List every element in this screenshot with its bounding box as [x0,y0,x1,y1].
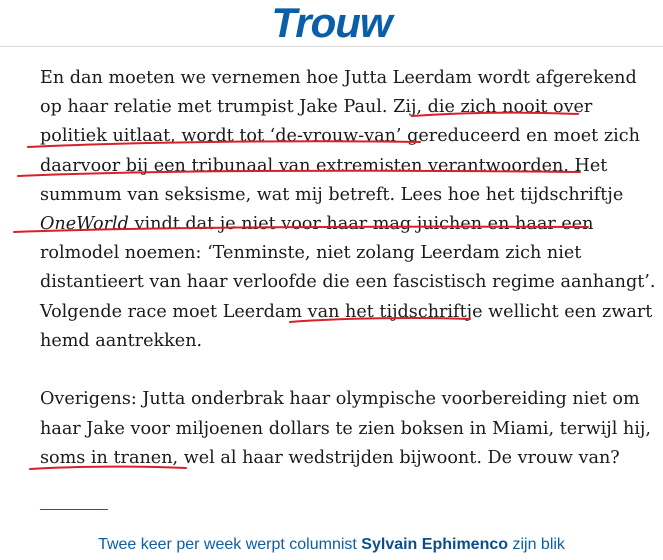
paragraph-1 [40,64,660,356]
text-line: daarvoor bij een tribunaal van extremisten verantwoorden. Het [40,155,608,176]
text-line-rest: vindt dat je niet voor haar mag juichen en haar een [134,213,594,234]
text-line: summum van seksisme, wat mij betreft. Lees hoe het tijdschriftje [40,184,624,205]
text-line: distantieert van haar verloofde die een fascistisch regime aanhangt’. [40,272,656,293]
section-divider [40,509,108,510]
masthead [0,0,663,47]
text-line: hemd aantrekken. [40,330,203,351]
text-line: soms in tranen, wel al haar wedstrijden bijwoont. De vrouw van? [40,447,620,468]
trouw-logo[interactable]: Trouw [271,0,392,46]
text-line: haar Jake voor miljoenen dollars te zien boksen in Miami, terwijl hij, [40,418,651,439]
promo-suffix: zijn blik [512,536,565,553]
text-line: op haar relatie met trumpist Jake Paul. Zij, die zich nooit over [40,97,593,118]
paragraph-2 [40,385,660,473]
author-promo [0,536,663,554]
promo-prefix: Twee keer per week werpt columnist [98,536,357,553]
magazine-title: OneWorld [40,213,129,234]
text-line: rolmodel noemen: ‘Tenminste, niet zolang Leerdam zich niet [40,243,582,264]
text-line: En dan moeten we vernemen hoe Jutta Leerdam wordt afgerekend [40,68,637,88]
text-line: Overigens: Jutta onderbrak haar olympische voorbereiding niet om [40,389,640,410]
text-line-with-title [40,210,660,239]
text-line: politiek uitlaat, wordt tot ‘de-vrouw-van’ gereduceerd en moet zich [40,126,640,147]
author-link[interactable]: Sylvain Ephimenco [361,536,509,553]
article-body [40,64,660,473]
text-line: Volgende race moet Leerdam van het tijdschriftje wellicht een zwart [40,301,653,322]
